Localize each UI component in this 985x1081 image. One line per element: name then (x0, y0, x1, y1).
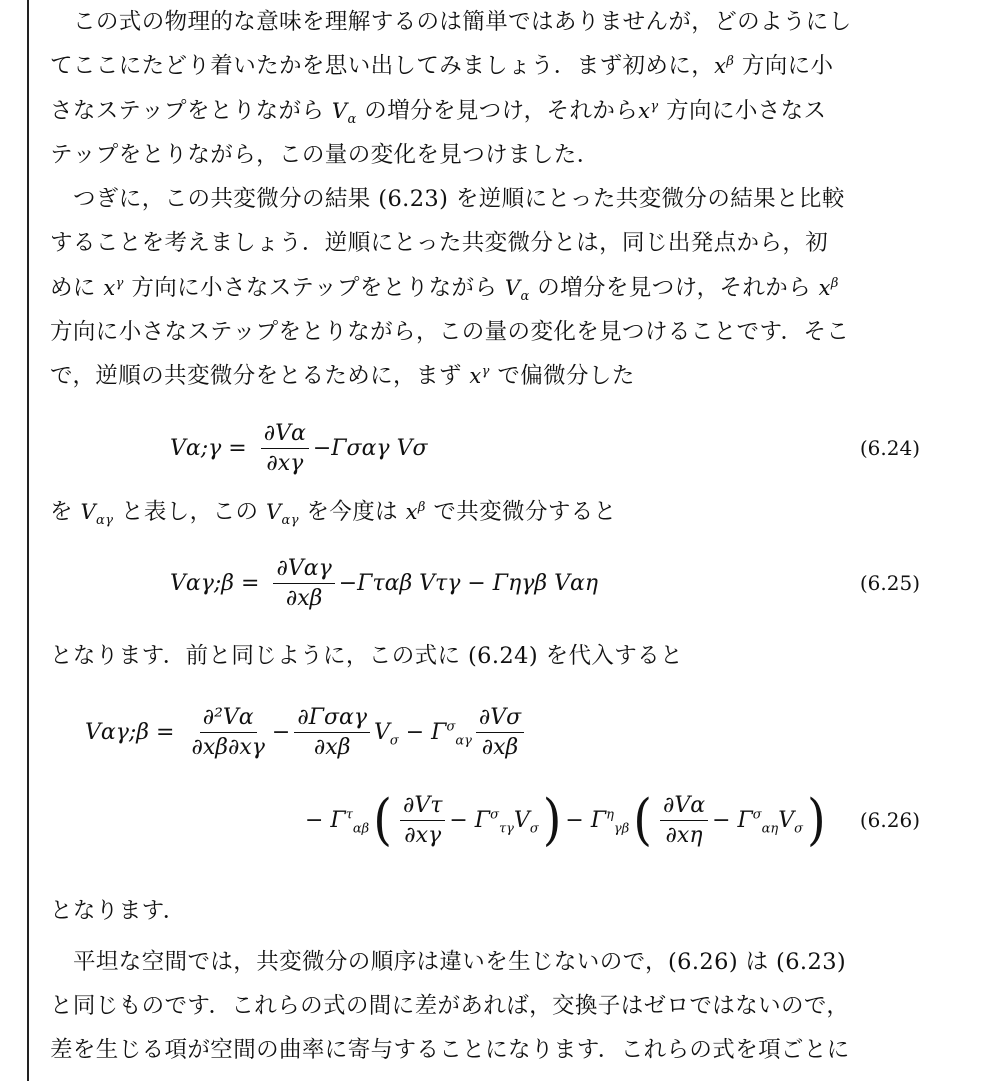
eq26-term3: $\frac{\partial V\sigma}{\partial x\beta}$ (476, 705, 524, 760)
eq25-number: (6.25) (859, 571, 920, 595)
para3-line: を $V_{\alpha\gamma}$ と表し，この $V_{\alpha\gamma}$ を今度は $x^\beta$ で共変微分すると (50, 499, 617, 529)
para6-line3: 差を生じる項が空間の曲率に寄与することになります．これらの式を項ごとに (50, 1037, 850, 1063)
margin-rule (27, 0, 29, 1081)
eq26-term1: $\frac{\text{∂²Vα}}{\partial x\beta\partial x\gamma}$ (191, 704, 265, 760)
para6-line2: と同じものです．これらの式の間に差があれば，交換子はゼロではないので， (50, 993, 850, 1019)
eq26-number: (6.26) (859, 808, 920, 832)
para2-line3: めに $x^\gamma$ 方向に小さなステップをとりながら $V_\alpha$ の増分を見つけ，それから $x^\beta$ (50, 275, 839, 305)
eq26-term2: $\frac{\text{∂Γσαγ}}{\partial x\beta}$ (294, 705, 370, 760)
eq26-term5: $\frac{\partial V\alpha}{\partial x\eta}$ (660, 793, 708, 848)
para1-line2: てここにたどり着いたかを思い出してみましょう．まず初めに，$x^\beta$ 方向に小 (50, 53, 834, 79)
para1-line3: さなステップをとりながら $V_\alpha$ の増分を見つけ，それから$x^\gamma$ 方向に小さなス (50, 98, 827, 128)
eq26-term4: $\frac{\partial V\tau}{\partial x\gamma}$ (400, 793, 445, 848)
para4-line: となります．前と同じように，この式に (6.24) を代入すると (50, 643, 683, 669)
eq24-lhs: Vα;γ = (170, 435, 247, 461)
para2-line1: つぎに，この共変微分の結果 (6.23) を逆順にとった共変微分の結果と比較 (73, 186, 845, 212)
equation-6-24 (50, 418, 920, 478)
eq25-rest: −Γταβ Vτγ − Γηγβ Vαη (338, 570, 599, 596)
equation-6-26-line2: − $\Gamma^\tau_{\alpha\beta}$ ( $\frac{\partial V\tau}{\partial x\gamma}$ − $\Gamma^\sigma_{\tau\gamma}V_\sigma$ ) − $\Gamma^\eta_{\gamma\beta}$ ( $\frac{\partial V\alpha}{\partial x\eta}$ − $\Gamma^\sigma_{\alpha\eta}V_\sigma$ ) (6.26) (305, 787, 920, 853)
para2-line4: 方向に小さなステップをとりながら，この量の変化を見つけることです．そこ (50, 319, 850, 345)
para2-line5: で，逆順の共変微分をとるために，まず $x^\gamma$ で偏微分した (50, 363, 635, 389)
equation-6-25 (50, 553, 920, 613)
eq24-number: (6.24) (859, 436, 920, 460)
eq24-rest: −Γσαγ Vσ (312, 435, 428, 461)
eq25-fraction: $\frac{\text{∂Vαγ}}{\partial x\beta}$ (273, 556, 334, 611)
eq24-fraction: $\frac{\partial V\alpha}{\partial x\gamma}$ (261, 421, 309, 476)
eq26-lhs: Vαγ;β = (85, 719, 175, 745)
para1-line4: テップをとりながら，この量の変化を見つけました． (50, 142, 600, 168)
para1-line1: この式の物理的な意味を理解するのは簡単ではありませんが，どのようにし (73, 9, 852, 35)
equation-6-26-line1: Vαγ;β = $\frac{\text{∂²Vα}}{\partial x\beta\partial x\gamma}$ − $\frac{\text{∂Γσαγ}}{\partial x\beta}$ $V_\sigma - \Gamma^\sigma_{\alpha\gamma}$ $\frac{\partial V\sigma}{\partial x\beta}$ (50, 702, 920, 762)
para2-line2: することを考えましょう．逆順にとった共変微分とは，同じ出発点から，初 (50, 230, 829, 256)
eq25-lhs: Vαγ;β = (170, 570, 260, 596)
para6-line1: 平坦な空間では，共変微分の順序は違いを生じないので，(6.26) は (6.23) (73, 949, 847, 975)
para5-line: となります． (50, 898, 186, 924)
